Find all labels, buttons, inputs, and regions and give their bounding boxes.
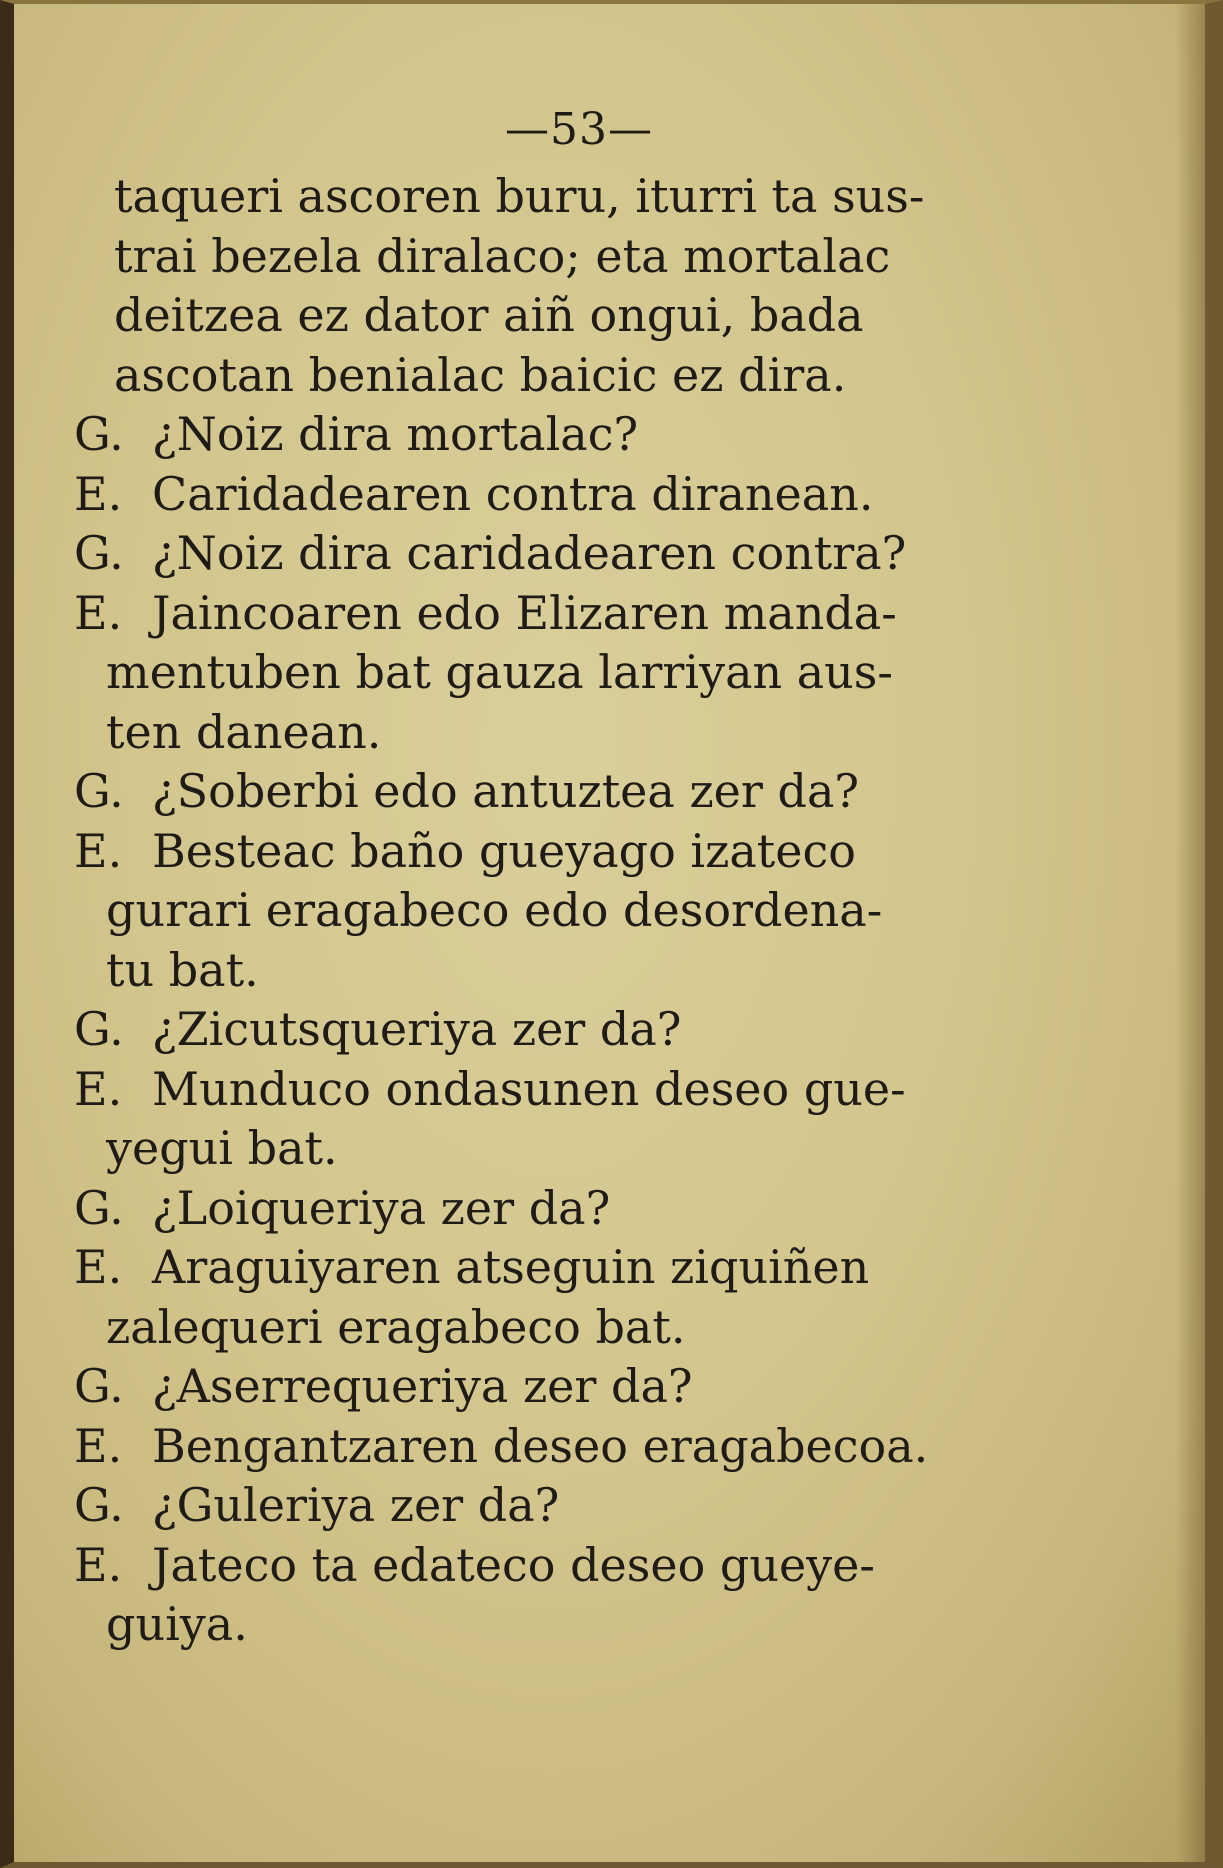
- speaker-label: G.: [74, 764, 124, 818]
- answer-entry: [74, 1060, 1074, 1120]
- speaker-label: G.: [74, 1359, 124, 1413]
- entry-continuation-line: zalequeri eragabeco bat.: [106, 1299, 686, 1354]
- speaker-label: E.: [74, 466, 123, 521]
- speaker-label: E.: [74, 1537, 123, 1592]
- entry-line: ¿Guleriya zer da?: [152, 1478, 560, 1532]
- question-entry: [74, 405, 1074, 465]
- question-entry: [74, 1000, 1074, 1060]
- entry-line: ¿Zicutsqueriya zer da?: [152, 1002, 682, 1056]
- entry-line: ¿Noiz dira mortalac?: [152, 407, 639, 461]
- entry-line: ¿Aserrequeriya zer da?: [152, 1359, 693, 1413]
- answer-entry: [74, 584, 1074, 644]
- entry-line: Bengantzaren deseo eragabecoa.: [152, 1418, 929, 1473]
- entry-line: ¿Soberbi edo antuztea zer da?: [152, 764, 860, 818]
- question-entry: [74, 524, 1074, 584]
- speaker-label: E.: [74, 823, 123, 878]
- question-entry: [74, 1357, 1074, 1417]
- entry-continuation-line: ten danean.: [106, 704, 382, 759]
- speaker-label: E.: [74, 1418, 123, 1473]
- intro-line: trai bezela diralaco; eta mortalac: [114, 228, 891, 283]
- entry-line: ¿Loiqueriya zer da?: [152, 1180, 611, 1235]
- answer-entry: [74, 465, 1074, 525]
- entry-continuation-line: tu bat.: [106, 942, 259, 997]
- speaker-label: E.: [74, 585, 123, 640]
- entry-continuation-line: mentuben bat gauza larriyan aus-: [106, 645, 893, 699]
- question-entry: [74, 762, 1074, 822]
- answer-entry: [74, 1238, 1074, 1298]
- entry-line: Araguiyaren atseguin ziquiñen: [152, 1240, 870, 1294]
- speaker-label: G.: [74, 1002, 124, 1056]
- page-number: —53—: [505, 104, 653, 155]
- entry-line: Jateco ta edateco deseo gueye-: [152, 1537, 875, 1592]
- answer-entry: [74, 1417, 1074, 1477]
- answer-entry: [74, 822, 1074, 882]
- speaker-label: E.: [74, 1240, 123, 1294]
- text-block: [74, 167, 1074, 1655]
- question-entry: [74, 1476, 1074, 1536]
- entry-continuation-line: guiya.: [106, 1597, 248, 1651]
- intro-line: taqueri ascoren buru, iturri ta sus-: [114, 169, 925, 223]
- question-entry: [74, 1179, 1074, 1239]
- entry-line: Caridadearen contra diranean.: [152, 466, 874, 521]
- entry-continuation-line: yegui bat.: [106, 1121, 338, 1175]
- entry-line: Besteac baño gueyago izateco: [152, 823, 856, 878]
- speaker-label: G.: [74, 526, 124, 580]
- intro-line: ascotan benialac baicic ez dira.: [114, 347, 847, 402]
- speaker-label: G.: [74, 1180, 124, 1235]
- page-edge-shadow: [1175, 4, 1205, 1862]
- intro-line: deitzea ez dator aiñ ongui, bada: [114, 288, 864, 342]
- entry-continuation-line: gurari eragabeco edo desordena-: [106, 883, 883, 937]
- entry-line: Jaincoaren edo Elizaren manda-: [152, 585, 897, 640]
- answer-entry: [74, 1536, 1074, 1596]
- speaker-label: G.: [74, 407, 124, 461]
- speaker-label: G.: [74, 1478, 124, 1532]
- entry-line: ¿Noiz dira caridadearen contra?: [152, 526, 907, 580]
- entry-line: Munduco ondasunen deseo gue-: [152, 1061, 906, 1116]
- speaker-label: E.: [74, 1061, 123, 1116]
